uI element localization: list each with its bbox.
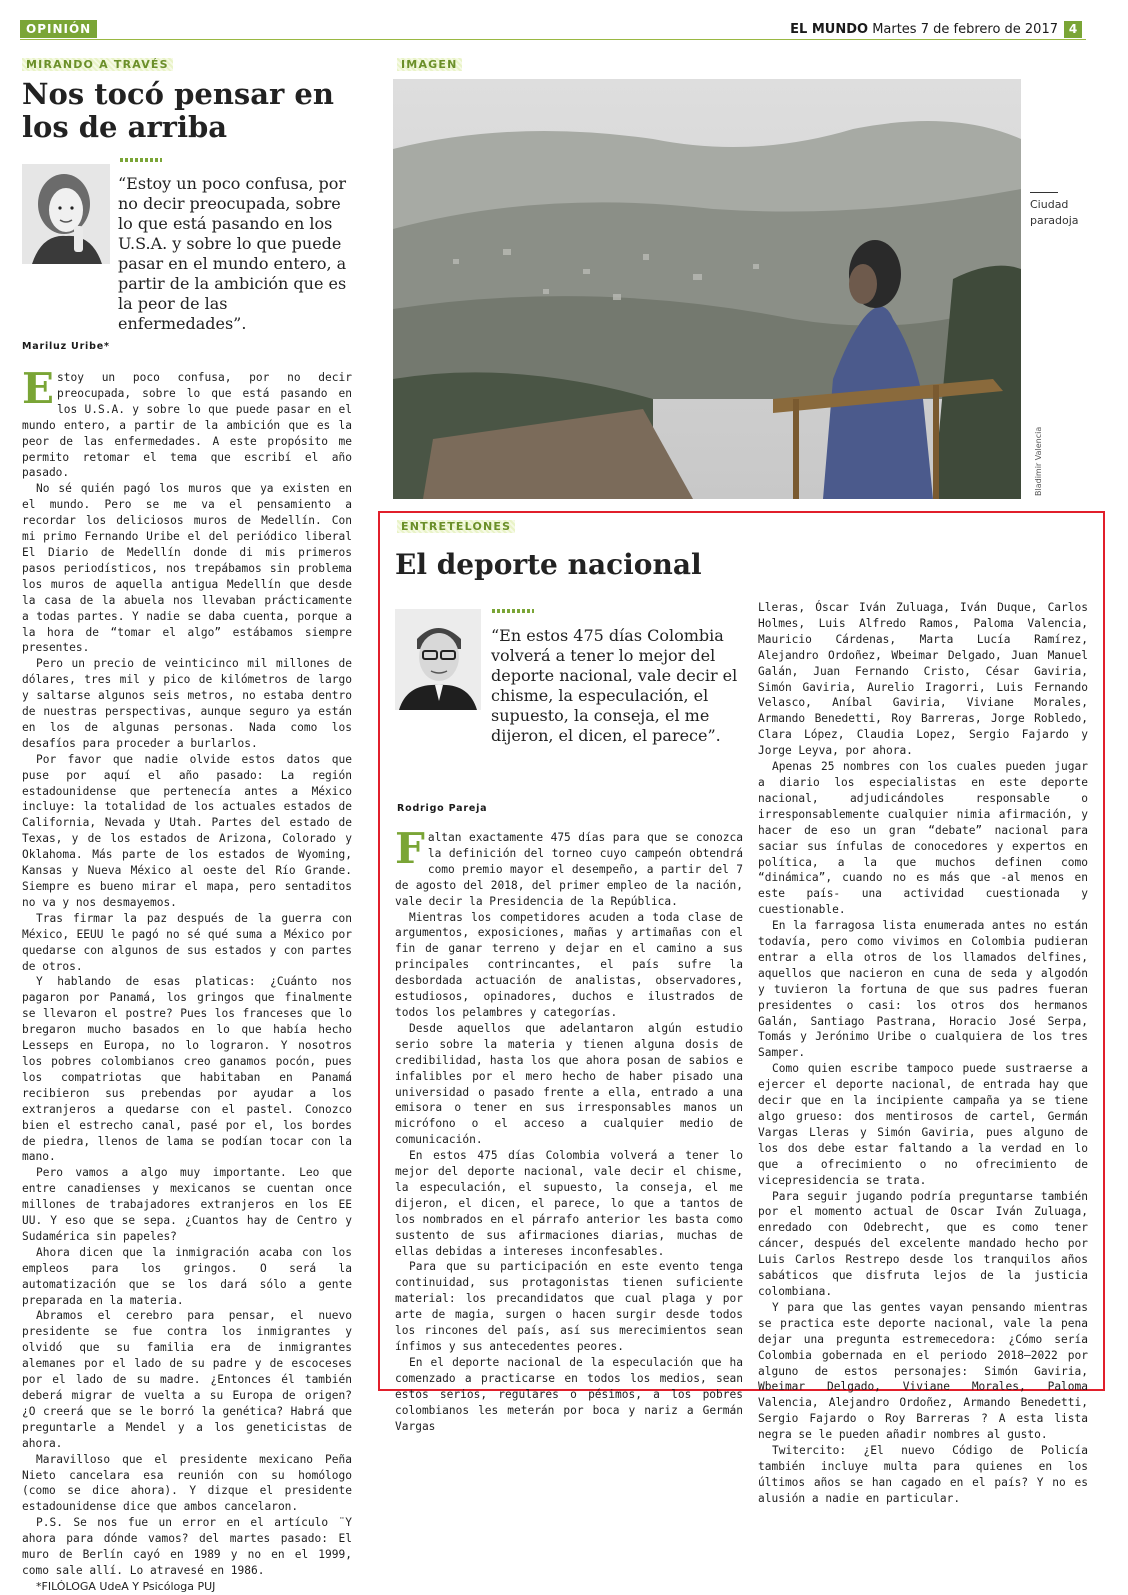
dash-divider <box>492 609 534 613</box>
right-author-byline: Rodrigo Pareja <box>397 803 488 814</box>
paragraph: Desde aquellos que adelantaron algún estudio serio sobre la materia y tienen alguna dosis de credibilidad, hasta los que ahora posan de sabios e infalibles por el mero hecho de haber pisado una universidad o pasado frente a ella, entrado a una emisora o tener en sus irresponsables manos un micrófono o el acceso a cualquier medio de comunicación. <box>395 1021 743 1147</box>
paragraph: Apenas 25 nombres con los cuales pueden jugar a diario los especialistas en este deporte nacional, adjudicándoles responsable o irresponsablemente cualquier nimia afirmación, y hacer de eso un gran “debate” nacional para saciar sus ínfulas de conocedores y expertos en política, a la que muchos definen como “dinámica”, cuando no es más que -al menos en este país- una actividad cuestionada y cuestionable. <box>758 760 1088 917</box>
page-number: 4 <box>1064 21 1082 38</box>
photo-credit: Bladimir Valencia <box>1034 426 1043 496</box>
paragraph: Para que su participación en este evento tenga continuidad, sus protagonistas tienen suficiente material: los precandidatos que cual plaga y por arte de magia, surgen o hacen surgir desde todos los rincones del país, así sus merecimientos sean ínfimos y sus antecedentes peores. <box>395 1260 743 1353</box>
section-label: OPINIÓN <box>20 20 97 38</box>
paragraph: No sé quién pagó los muros que ya existen en el mundo. Pero se me va el pensamiento a recordar los deliciosos muros de Medellín. Con mi primo Fernando Uribe el del periódico liberal El Diario de Medellín donde di mis primeros pasos periodísticos, nos trepábamos sin problema los muros de aquella antigua Medellín que desde la casa de la abuela nos llevaban prácticamente a todas partes. Y nadie se daba cuenta, porque a la hora de “tomar el algo” estábamos siempre presentes. <box>22 482 352 655</box>
right-article-body-col1 <box>395 824 743 1433</box>
paragraph: Ahora dicen que la inmigración acaba con los empleos para los gringos. O será la automatización que se los dará sólo a gente preparada en la materia. <box>22 1245 352 1307</box>
paragraph: En la farragosa lista enumerada antes no están todavía, pero como vivimos en Colombia pudieran entrar a ella otros de los llamados delfines, aquellos que nacieron en cuna de seda y algodón y tuvieron la fortuna de que sus padres fueran presidentes o casi: los otros dos hermanos Galán, Santiago Pastrana, Horacio José Serpa, Tomás y Jerónimo Uribe o cualquiera de los tres Samper. <box>758 919 1088 1060</box>
drop-cap: E <box>22 364 55 413</box>
dash-divider <box>120 158 162 162</box>
paragraph: Pero vamos a algo muy importante. Leo que entre canadienses y mexicanos se cuentan once millones de trabajadores extranjeros en los EE UU. Y eso que se sepa. ¿Cuantos hay de Centro y Sudamérica sin papeles? <box>22 1166 352 1243</box>
paragraph: Por favor que nadie olvide estos datos que puse por aquí el año pasado: La región estadounidense que pertenecía antes a México incluye: la totalidad de los actuales estados de California, Nevada y Utah. Partes del estado de Texas, y de los estados de Arizona, Colorado y Oklahoma. Más parte de los estados de Wyoming, Kansas y Nueva México al oeste del Río Grande. Siempre es bueno mirar el mapa, pero sentaditos no va y nos desmayemos. <box>22 752 352 909</box>
left-article-body <box>22 364 352 1593</box>
right-headline: El deporte nacional <box>395 548 702 581</box>
left-headline: Nos tocó pensar en los de arriba <box>22 77 334 144</box>
paragraph: Lleras, Óscar Iván Zuluaga, Iván Duque, Carlos Holmes, Luis Alfredo Ramos, Paloma Valencia, Mauricio Cárdenas, Marta Lucía Ramírez, Alejandro Ordoñez, Wbeimar Delgado, Juan Manuel Galán, Juan Fernando Cristo, César Gaviria, Simón Gaviria, Aurelio Iragorri, Luis Fernando Velasco, Aníbal Gaviria, Viviane Morales, Armando Benedetti, Roy Barreras, Jorge Robledo, Clara López, Claudia Lopez, Sergio Fajardo y Jorge Leyva, por ahora. <box>758 601 1088 758</box>
paragraph: Pero un precio de veinticinco mil millones de dólares, tres mil y pico de kilómetros de largo y saltarse algunos seis metros, no estaba dentro de nuestras perspectivas, aunque seguro ya están en los de algunas personas. Nada como los desafíos para proceder a burlarlos. <box>22 657 352 750</box>
caption-divider <box>1030 192 1058 193</box>
paragraph: Maravilloso que el presidente mexicano Peña Nieto cancelara esa reunión con su homólogo (como se dice ahora). Y dizque el presidente estadounidense dice que ambos cancelaron. <box>22 1452 352 1514</box>
paragraph: P.S. Se nos fue un error en el artículo ¨Y ahora para dónde vamos? del martes pasado: El muro de Berlín cayó en 1989 y no en el 1999, como sale allí. Lo atravesé en 1986. <box>22 1516 352 1577</box>
author-footnote: *FILÓLOGA UdeA Y Psicóloga PUJ <box>36 1579 216 1593</box>
author-photo-uribe <box>22 164 110 264</box>
portrait-woman-icon <box>22 164 110 264</box>
drop-cap: F <box>395 824 425 873</box>
author-photo-pareja <box>395 609 481 710</box>
paragraph: Y para que las gentes vayan pensando mientras se practica este deporte nacional, vale la pena dejar una pregunta estremecedora: ¿Cómo sería Colombia gobernada en el periodo 2018—2022 por alguno de estos personajes: Simón Gaviria, Wbeimar Delgado, Viviane Morales, Paloma Valencia, Alejandro Ordoñez, Armando Benedetti, Sergio Fajardo o Roy Barreras ? A esta lista negra se le pueden añadir nombres al gusto. <box>758 1300 1088 1442</box>
right-article-body-col2 <box>758 600 1088 1505</box>
left-first-paragraph: Estoy un poco confusa, por no decir preocupada, sobre lo que está pasando en los U.S.A. y sobre lo que puede pasar en el mundo entero, a partir de la ambición que es la peor de las enfermedades. A este propósito me permito retomar el tema que escribí el año pasado. <box>22 364 352 480</box>
paragraph: Para seguir jugando podría preguntarse también por el momento actual de Oscar Iván Zuluaga, enredado con Odebrecht, que es como tener cáncer, después del excelente mandado hecho por Luis Carlos Restrepo desde los tranquilos años sabáticos que disfruta lejos de la justicia colombiana. <box>758 1189 1088 1298</box>
paragraph: Y hablando de esas platicas: ¿Cuánto nos pagaron por Panamá, los gringos que finalmente se llevaron el postre? Pues los franceses que lo bregaron mucho basados en lo que había hecho Lesseps en Europa, no lo lograron. Y nosotros los pobres colombianos creo ganamos pocón, pues los compatriotas que habitaban en Panamá recibieron sus prebendas por ayudar a los extranjeros a quedarse con el pastel. Conozco bien el estrecho canal, pasé por el, los bordes de piedra, llenos de lama se podían tocar con la mano. <box>22 975 352 1164</box>
paper-name: EL MUNDO <box>790 22 869 37</box>
column-tag-image: IMAGEN <box>397 58 462 71</box>
left-author-byline: Mariluz Uribe* <box>22 341 110 352</box>
paragraph: En el deporte nacional de la especulación que ha comenzado a practicarse en todos los medios, sean estos serios, regulares o pésimos, a los pobres colombianos les meterán por boca y nariz a Germán Vargas <box>395 1355 743 1433</box>
issue-date: Martes 7 de febrero de 2017 <box>872 22 1058 37</box>
portrait-man-icon <box>395 609 481 710</box>
right-pull-quote: “En estos 475 días Colombia volverá a tener lo mejor del deporte nacional, vale decir el chisme, la especulación, el supuesto, la conseja, el me dijeron, el dicen, el parece”. <box>491 626 738 745</box>
photo-caption: Ciudad paradoja <box>1030 198 1079 227</box>
paragraph: Mientras los competidores acuden a toda clase de argumentos, exposiciones, mañas y artimañas con el fin de ganar terreno y dejar en el camino a sus principales contrincantes, el país sufre la desbordada actuación de analistas, observadores, estudiosos, opinadores, duchos e ilustrados de todos los pelambres y categorías. <box>395 910 743 1019</box>
column-tag-left: MIRANDO A TRAVÉS <box>22 58 173 71</box>
column-tag-right: ENTRETELONES <box>397 520 515 533</box>
paragraph: Tras firmar la paz después de la guerra con México, EEUU le pagó no sé qué suma a México por quedarse con algunos de sus estados y con partes de otros. <box>22 911 352 973</box>
left-pull-quote: “Estoy un poco confusa, por no decir preocupada, sobre lo que está pasando en los U.S.A. y sobre lo que puede pasar en el mundo entero, a partir de la ambición que es la peor de las enfermedades”. <box>118 174 347 333</box>
top-divider <box>20 39 1086 40</box>
paragraph: Twitercito: ¿El nuevo Código de Policía también incluye multa para quienes en los últimos años se han cagado en el país? Y no es alusión a nadie en particular. <box>758 1444 1088 1505</box>
valley-city-photo-icon <box>393 79 1021 499</box>
city-photo <box>393 79 1021 499</box>
masthead <box>790 21 1058 39</box>
paragraph: Como quien escribe tampoco puede sustraerse a ejercer el deporte nacional, de entrada hay que decir que en la incipiente campaña ya se tiene algo grueso: dos mentirosos de cartel, Germán Vargas Lleras y Simón Gaviria, pues alguno de los dos debe estar faltando a la verdad en lo que a ofrecimiento o no ofrecimiento de vicepresidencia se trata. <box>758 1062 1088 1187</box>
paragraph: En estos 475 días Colombia volverá a tener lo mejor del deporte nacional, vale decir el chisme, la especulación, el supuesto, la conseja, el me dijeron, el dicen, el parece, lo que a tantos de los nombrados en el párrafo anterior les basta como sustento de sus afirmaciones diarias, muchas de ellas debidas a intereses inconfesables. <box>395 1149 743 1258</box>
paragraph: Abramos el cerebro para pensar, el nuevo presidente se fue contra los inmigrantes y olvidó que su familia era de inmigrantes alemanes por el lado de su padre y de escoceses por el lado de su madre. ¿Entonces él también deberá migrar de vuelta a su Europa de origen? ¿O creerá que se le borró la genética? Habrá que preguntarle a Mendel y a los geneticistas de ahora. <box>22 1309 352 1450</box>
right-first-paragraph: Faltan exactamente 475 días para que se conozca la definición del torneo cuyo campeón obtendrá como premio mayor el desempeño, a partir del 7 de agosto del 2018, del primer empleo de la nación, vale decir la Presidencia de la República. <box>395 824 743 908</box>
